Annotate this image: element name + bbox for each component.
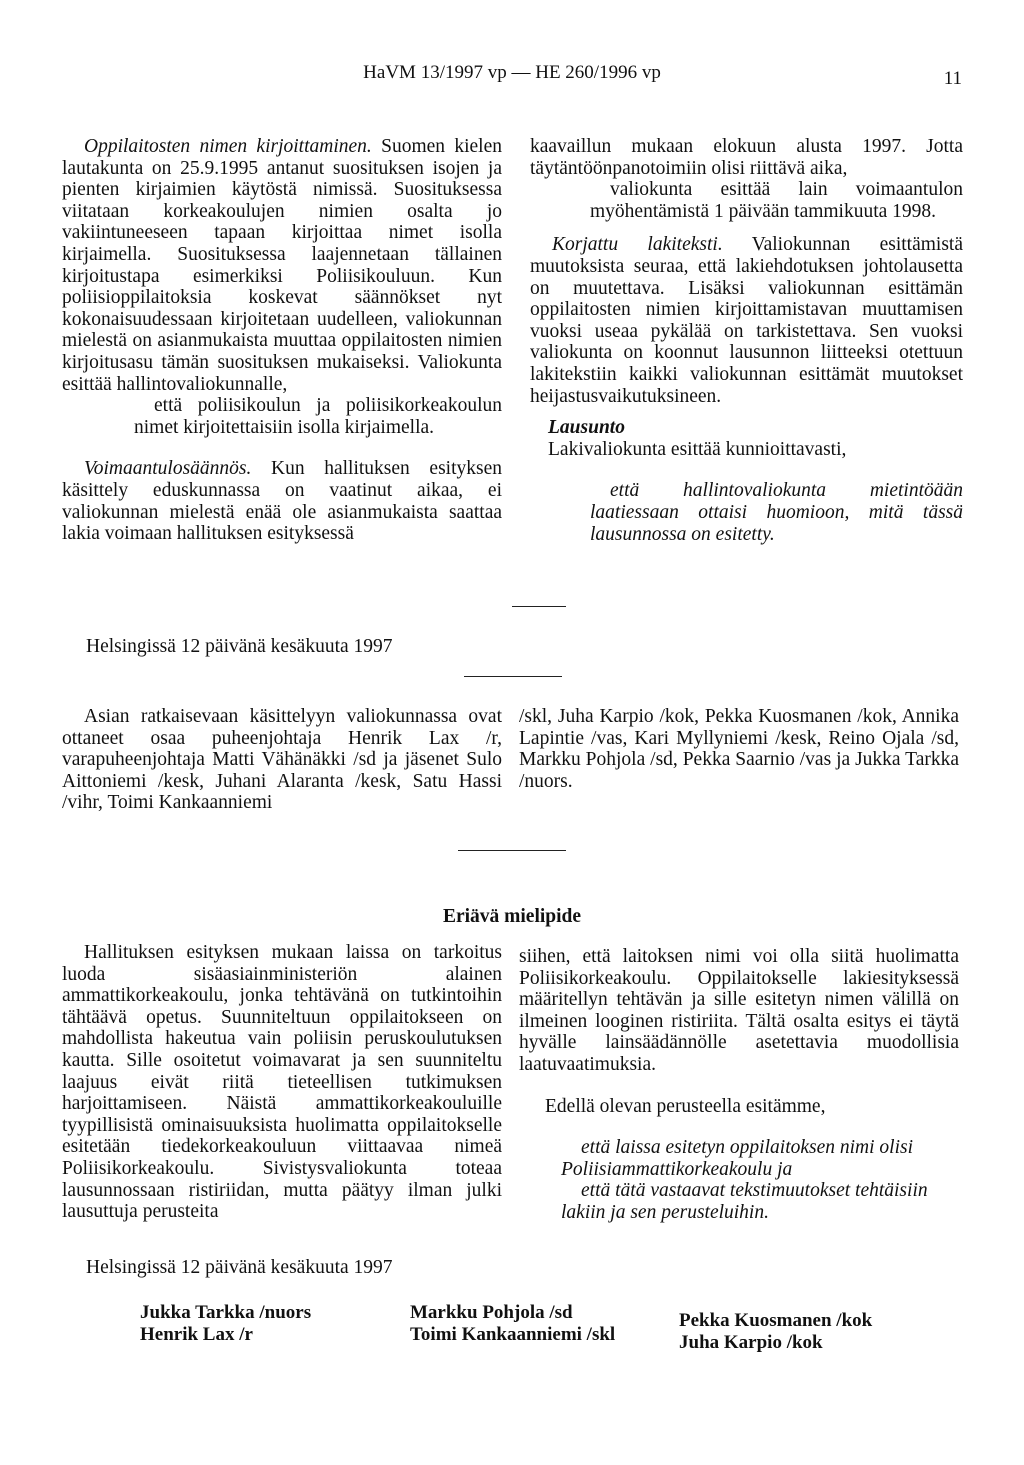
section-heading: Korjattu lakiteksti. xyxy=(552,234,723,256)
paragraph-text: siihen, että laitoksen nimi voi olla siitä huolimatta Poliisikorkeakoulu. Oppilaitokselle lakiesityksessä määritellyn tehtävän ja sille esitetyn nimen välillä on ilmeinen looginen ristiriita. Tältä osalta esitys ei täytä hyvälle lainsäädännölle asetettavia muodollisia laatuvaatimuksia. xyxy=(519,946,959,1075)
place-date: Helsingissä 12 päivänä kesäkuuta 1997 xyxy=(86,636,393,657)
page-number: 11 xyxy=(943,68,962,89)
report-right-column xyxy=(530,136,963,545)
section-heading: Voimaantulosäännös. xyxy=(84,458,252,480)
proposal-text: valiokunta esittää lain voimaantulon myöhentämistä 1 päivään tammikuuta 1998. xyxy=(590,179,963,222)
section-heading: Oppilaitosten nimen kirjoittaminen. xyxy=(84,136,372,157)
proposal-text: että laissa esitetyn oppilaitoksen nimi olisi Poliisiammattikorkeakoulu ja xyxy=(561,1137,914,1180)
running-title: HaVM 13/1997 vp — HE 260/1996 vp xyxy=(363,62,661,83)
divider-line xyxy=(464,676,562,677)
paragraph-text: Suomen kielen lautakunta on 25.9.1995 antanut suosituksen isojen ja pienten kirjaimien käytöstä nimissä. Suosituksessa viitataan korkeakoulujen nimien osalta jo vakiintuneeseen tapaan kirjoittaa nimet isolla kirjaimella. Suosituksessa laajennetaan tällainen kirjoitustapa esimerkiksi Poliisikouluun. Kun poliisioppilaitoksia koskevat säännökset nyt kokonaisuudessaan kirjoitetaan uudelleen, valiokunnan mielestä on asianmukaista muuttaa oppilaitosten nimien kirjoitusasu tämän suosituksen mukaiseksi. Valiokunta esittää hallintovaliokunnalle, xyxy=(62,136,502,395)
signature-group xyxy=(679,1310,872,1354)
signature: Jukka Tarkka /nuors xyxy=(140,1302,312,1323)
dissent-left-column: Hallituksen esityksen mukaan laissa on tarkoitus luoda sisäasiainministeriön alainen ammattikorkeakoulu, jonka tehtävänä on tutkintoihin tähtäävä opetus. Suunniteltuun oppilaitokseen on mahdollista hakeutua vain poliisin peruskoulutuksen kautta. Sille osoitetut voimavarat ja sen suunniteltu laajuus eivät riitä tieteellisen tutkimuksen harjoittamiseen. Näistä ammattikorkeakouluille tyypillisistä ominaisuuksista huolimatta oppilaitokselle esitetään tiedekorkeakouluun viittaavaa nimeä Poliisikorkeakoulu. Sivistysvaliokunta toteaa lausunnossaan ristiriidan, mutta päätyy ilman julki lausuttuja perusteita xyxy=(62,942,502,1223)
paragraph-corrected-law xyxy=(530,234,963,407)
divider-line xyxy=(458,850,566,851)
participants-right: /skl, Juha Karpio /kok, Pekka Kuosmanen /kok, Annika Lapintie /vas, Kari Myllyniemi /kesk, Reino Ojala /sd, Markku Pohjola /sd, Pekka Saarnio /vas ja Jukka Tarkka /nuors. xyxy=(519,706,959,792)
signature-group xyxy=(410,1302,615,1346)
statement-proposal: että hallintovaliokunta mietintöään laatiessaan ottaisi huomioon, mitä tässä lausunnossa on esitetty. xyxy=(590,480,963,545)
proposal-text: että tätä vastaavat tekstimuutokset tehtäisiin lakiin ja sen perusteluihin. xyxy=(561,1180,928,1223)
signature: Juha Karpio /kok xyxy=(679,1332,823,1353)
paragraph-entry-into-force xyxy=(62,458,502,544)
dissent-right-column xyxy=(519,946,959,1224)
paragraph-school-names xyxy=(62,136,502,395)
signature-group xyxy=(140,1302,311,1346)
statement-heading: Lausunto xyxy=(548,417,625,439)
proposal-text: että poliisikoulun ja poliisikorkeakoulun nimet kirjoitettaisiin isolla kirjaimella. xyxy=(134,395,502,438)
participants-left: Asian ratkaisevaan käsittelyyn valiokunnassa ovat ottaneet osaa puheenjohtaja Henrik Lax /r, varapuheenjohtaja Matti Vähänäkki /sd ja jäsenet Sulo Aittoniemi /kesk, Juhani Alaranta /kesk, Satu Hassi /vihr, Toimi Kankaanniemi xyxy=(62,706,502,814)
conclusion-text: Edellä olevan perusteella esitämme, xyxy=(545,1095,826,1117)
report-left-column xyxy=(62,136,502,545)
running-header xyxy=(0,62,1024,84)
paragraph-text: Kun hallituksen esityksen käsittely eduskunnassa on vaatinut aikaa, ei valiokunnan mielestä enää ole asianmukaista saattaa lakia voimaan hallituksen esityksessä xyxy=(62,458,502,545)
divider-line xyxy=(512,606,566,607)
dissent-place-date: Helsingissä 12 päivänä kesäkuuta 1997 xyxy=(86,1257,393,1278)
paragraph-text: Valiokunnan esittämistä muutoksista seuraa, että lakiehdotuksen johtolausetta on muutettava. Lisäksi valiokunnan esittämän oppilaitosten nimien kirjoittamistavan muuttamisen vuoksi useaa pykälää on tarkistettava. Sen vuoksi valiokunta on koonnut lausunnon liitteeksi otettuun lakitekstiin kaikki valiokunnan esittämät muutokset heijastusvaikutuksineen. xyxy=(530,234,963,407)
signature: Markku Pohjola /sd xyxy=(410,1302,573,1323)
signature: Pekka Kuosmanen /kok xyxy=(679,1310,873,1331)
dissent-title: Eriävä mielipide xyxy=(442,906,582,927)
paragraph-text: kaavaillun mukaan elokuun alusta 1997. Jotta täytäntöönpanotoimiin olisi riittävä aika, xyxy=(530,136,963,179)
statement-text: Lakivaliokunta esittää kunnioittavasti, xyxy=(548,438,847,460)
signature: Henrik Lax /r xyxy=(140,1324,253,1345)
signature: Toimi Kankaanniemi /skl xyxy=(410,1324,616,1345)
